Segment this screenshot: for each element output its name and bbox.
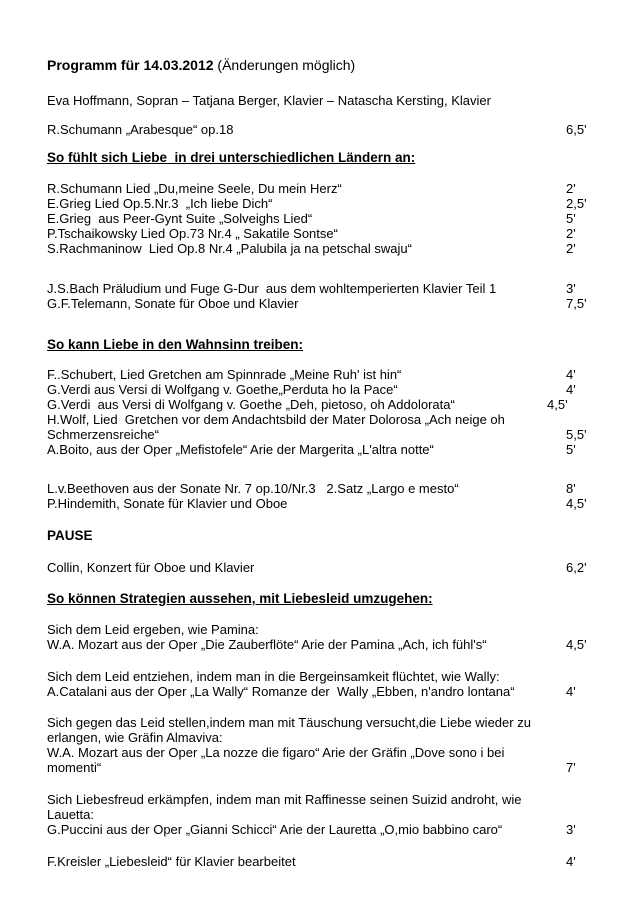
piece-duration: 2,5': [566, 196, 587, 211]
classical-items: [47, 481, 595, 511]
piece-duration: 5': [566, 211, 576, 226]
piece-text: A.Boito, aus der Oper „Mefistofele“ Arie der Margerita „L'altra notte“: [47, 442, 434, 457]
baroque-items: [47, 281, 595, 311]
program-line: [47, 281, 595, 296]
piece-text: G.Verdi aus Versi di Wolfgang v. Goethe„Perduta ho la Pace“: [47, 382, 398, 397]
piece-text: E.Grieg Lied Op.5.Nr.3 „Ich liebe Dich“: [47, 196, 273, 211]
program-line: [47, 412, 595, 427]
piece-text: F.Kreisler „Liebesleid“ für Klavier bearbeitet: [47, 854, 296, 869]
piece-duration: 5,5': [566, 427, 587, 442]
piece-text: H.Wolf, Lied Gretchen vor dem Andachtsbild der Mater Dolorosa „Ach neige oh: [47, 412, 505, 427]
piece-duration: 3': [566, 281, 576, 296]
program-line: [47, 122, 595, 137]
piece-text: G.Verdi aus Versi di Wolfgang v. Goethe „Deh, pietoso, oh Addolorata“: [47, 397, 455, 412]
piece-text: G.Puccini aus der Oper „Gianni Schicci“ Arie der Lauretta „O,mio babbino caro“: [47, 822, 503, 837]
strategy-intro: Sich dem Leid entziehen, indem man in die Bergeinsamkeit flüchtet, wie Wally:: [47, 669, 500, 684]
strategy-group-almaviva: [47, 715, 595, 775]
piece-text: R.Schumann Lied „Du,meine Seele, Du mein Herz“: [47, 181, 342, 196]
strategy-group-lauretta: [47, 792, 595, 837]
section-heading-strategien: So können Strategien aussehen, mit Liebesleid umzugehen:: [47, 591, 433, 606]
piece-duration: 2': [566, 181, 576, 196]
program-line: [47, 560, 595, 575]
pause-label: PAUSE: [47, 528, 93, 543]
strategy-group-wally: [47, 669, 595, 699]
piece-text: S.Rachmaninow Lied Op.8 Nr.4 „Palubila ja na petschal swaju“: [47, 241, 412, 256]
strategy-intro: Lauetta:: [47, 807, 94, 822]
piece-text: Schmerzensreiche“: [47, 427, 159, 442]
program-line: [47, 211, 595, 226]
piece-duration: 7,5': [566, 296, 587, 311]
program-line: [47, 822, 595, 837]
strategy-intro: Sich gegen das Leid stellen,indem man mit Täuschung versucht,die Liebe wieder zu: [47, 715, 531, 730]
piece-duration: 7': [566, 760, 576, 775]
program-line: [47, 760, 595, 775]
piece-text: G.F.Telemann, Sonate für Oboe und Klavier: [47, 296, 299, 311]
piece-duration: 5': [566, 442, 576, 457]
program-line: [47, 181, 595, 196]
section-laendern-items: [47, 181, 595, 256]
piece-text: Collin, Konzert für Oboe und Klavier: [47, 560, 255, 575]
strategy-intro: Sich Liebesfreud erkämpfen, indem man mit Raffinesse seinen Suizid androht, wie: [47, 792, 522, 807]
program-line: [47, 241, 595, 256]
piece-duration: 4,5': [547, 397, 568, 412]
section-heading-laendern: So fühlt sich Liebe in drei unterschiedlichen Ländern an:: [47, 150, 416, 165]
program-line: [47, 481, 595, 496]
program-line: [47, 367, 595, 382]
piece-text: L.v.Beethoven aus der Sonate Nr. 7 op.10/Nr.3 2.Satz „Largo e mesto“: [47, 481, 459, 496]
strategy-group-pamina: [47, 622, 595, 652]
piece-text: W.A. Mozart aus der Oper „La nozze die figaro“ Arie der Gräfin „Dove sono i bei: [47, 745, 505, 760]
section-heading-wahnsinn: So kann Liebe in den Wahnsinn treiben:: [47, 337, 304, 352]
program-line: [47, 684, 595, 699]
program-line: [47, 854, 595, 869]
program-line: [47, 427, 595, 442]
title-note: (Änderungen möglich): [213, 57, 356, 73]
piece-text: momenti“: [47, 760, 102, 775]
piece-duration: 6,2': [566, 560, 587, 575]
section-wahnsinn-items: [47, 367, 595, 457]
piece-duration: 4': [566, 854, 576, 869]
program-line: [47, 637, 595, 652]
piece-text: R.Schumann „Arabesque“ op.18: [47, 122, 234, 137]
program-line: [47, 196, 595, 211]
piece-text: A.Catalani aus der Oper „La Wally“ Romanze der Wally „Ebben, n'andro lontana“: [47, 684, 515, 699]
program-line: [47, 296, 595, 311]
performers-line: Eva Hoffmann, Sopran – Tatjana Berger, Klavier – Natascha Kersting, Klavier: [47, 93, 491, 108]
page-title: [47, 57, 595, 73]
piece-text: E.Grieg aus Peer-Gynt Suite „Solveighs Lied“: [47, 211, 313, 226]
program-line: [47, 382, 595, 397]
piece-duration: 6,5': [566, 122, 587, 137]
piece-text: F..Schubert, Lied Gretchen am Spinnrade „Meine Ruh' ist hin“: [47, 367, 402, 382]
piece-text: P.Tschaikowsky Lied Op.73 Nr.4 „ Sakatile Sontse“: [47, 226, 338, 241]
piece-duration: 4': [566, 684, 576, 699]
piece-duration: 2': [566, 241, 576, 256]
piece-text: W.A. Mozart aus der Oper „Die Zauberflöte“ Arie der Pamina „Ach, ich fühl's“: [47, 637, 487, 652]
piece-duration: 4,5': [566, 496, 587, 511]
piece-text: P.Hindemith, Sonate für Klavier und Oboe: [47, 496, 288, 511]
piece-duration: 8': [566, 481, 576, 496]
piece-text: J.S.Bach Präludium und Fuge G-Dur aus dem wohltemperierten Klavier Teil 1: [47, 281, 497, 296]
piece-duration: 4': [566, 367, 576, 382]
title-date: Programm für 14.03.2012: [47, 57, 214, 73]
program-line: [47, 442, 595, 457]
piece-duration: 4,5': [566, 637, 587, 652]
strategy-intro: Sich dem Leid ergeben, wie Pamina:: [47, 622, 259, 637]
piece-duration: 2': [566, 226, 576, 241]
program-line: [47, 496, 595, 511]
program-line: [47, 226, 595, 241]
piece-duration: 4': [566, 382, 576, 397]
program-line: [47, 397, 595, 412]
strategy-intro: erlangen, wie Gräfin Almaviva:: [47, 730, 223, 745]
piece-duration: 3': [566, 822, 576, 837]
